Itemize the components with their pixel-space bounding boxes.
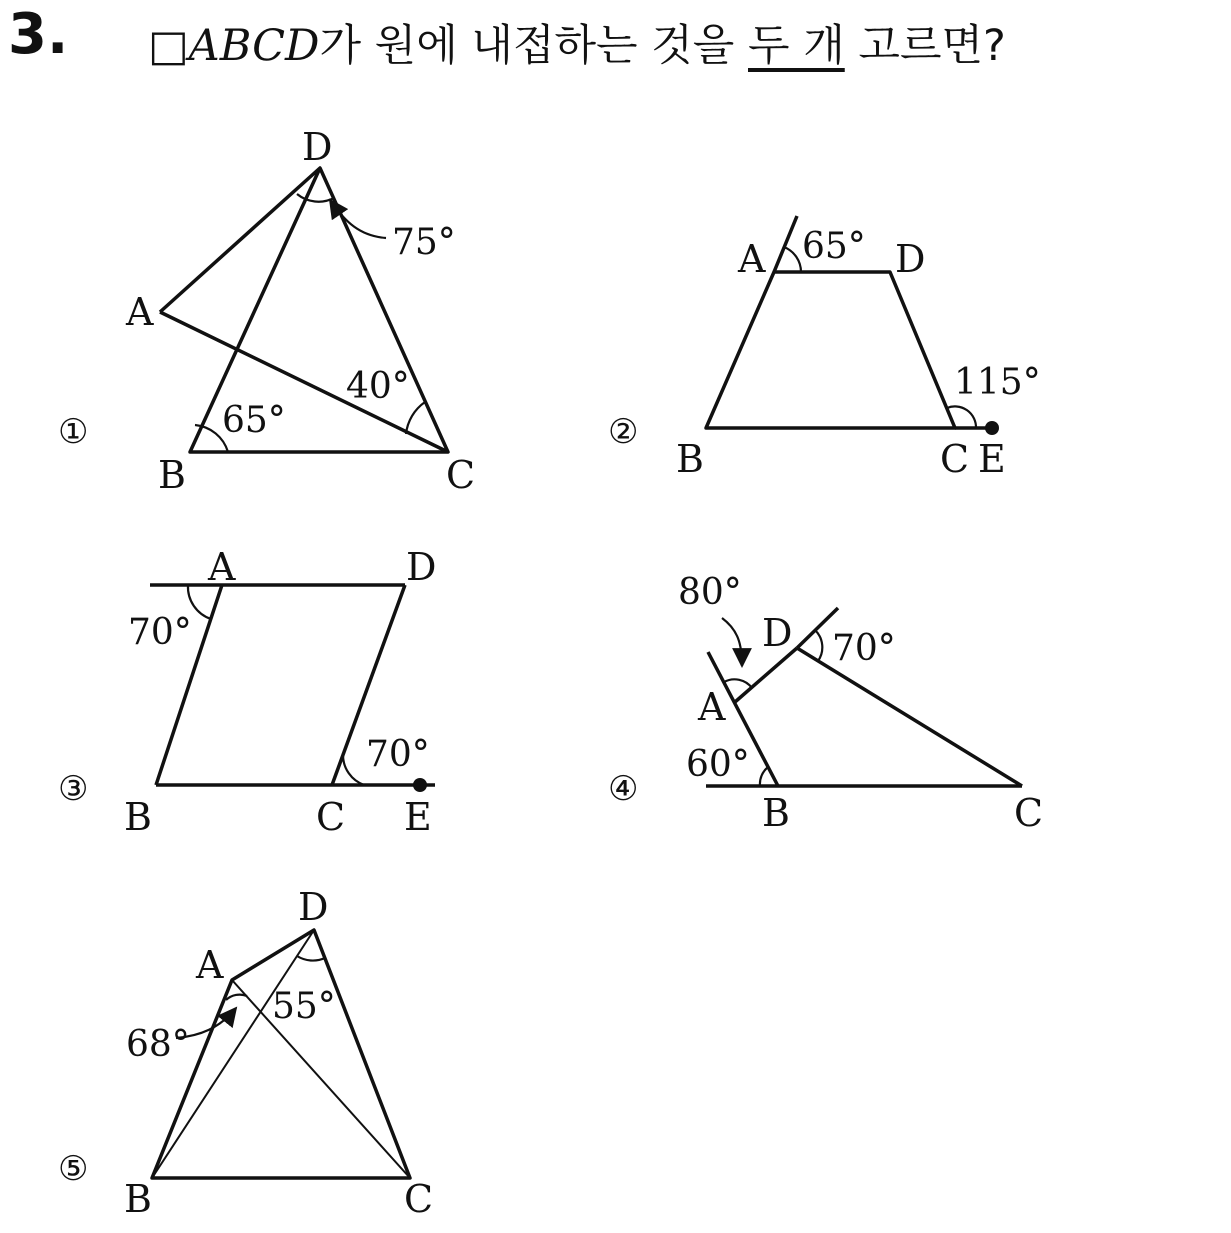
option-3-marker: ③ [58, 769, 89, 809]
option-4-figure[interactable] [608, 572, 1043, 835]
option-3-point-e: E [404, 795, 432, 839]
option-4-point-a: A [698, 685, 726, 729]
option-5-diagonals [152, 930, 410, 1178]
option-5-marker: ⑤ [58, 1149, 89, 1189]
option-2-angle-arcs [784, 247, 976, 428]
option-4-point-c: C [1014, 791, 1044, 835]
option-4-marker: ④ [608, 769, 639, 809]
square-symbol: □ [148, 21, 189, 71]
option-5-angle-d: 55° [272, 986, 336, 1027]
option-3-angle-arcs [188, 585, 364, 785]
option-2-point-a: A [738, 237, 766, 281]
question-text-end: 고르면? [844, 21, 1006, 71]
option-2-figure[interactable] [608, 216, 1041, 481]
option-1-figure[interactable] [58, 125, 475, 497]
option-1-angle-d: 75° [392, 222, 456, 263]
option-5-figure[interactable] [58, 885, 433, 1221]
option-5-shape [152, 930, 410, 1178]
question-emphasis: 두 개 [748, 21, 845, 71]
option-2-point-d: D [895, 237, 926, 281]
option-5-point-c: C [404, 1177, 434, 1221]
option-2-point-e-dot [985, 421, 999, 435]
option-4-angle-b-exterior: 60° [686, 744, 750, 785]
option-2-marker: ② [608, 412, 639, 452]
option-2-point-e: E [978, 437, 1006, 481]
option-3-point-b: B [124, 795, 152, 839]
option-1-point-c: C [446, 453, 476, 497]
option-1-marker: ① [58, 412, 89, 452]
option-4-angle-d-exterior: 70° [832, 628, 896, 669]
quadrilateral-name: ABCD [188, 21, 320, 71]
option-1-angle-b: 65° [222, 400, 286, 441]
option-3-point-a: A [208, 545, 236, 589]
option-3-point-c: C [316, 795, 346, 839]
option-1-point-b: B [158, 453, 186, 497]
option-5-point-d: D [298, 885, 329, 929]
option-1-shape [160, 168, 448, 452]
option-1-angle-c: 40° [346, 366, 410, 407]
option-4-angle-a-exterior: 80° [678, 572, 742, 613]
option-5-angle-a: 68° [126, 1024, 190, 1065]
option-3-angle-a: 70° [128, 612, 192, 653]
option-2-point-c: C [940, 437, 970, 481]
option-2-angle-c: 115° [954, 362, 1041, 403]
option-3-point-d: D [406, 545, 437, 589]
option-1-point-a: A [126, 290, 154, 334]
option-2-point-b: B [676, 437, 704, 481]
option-1-point-d: D [302, 125, 333, 169]
option-4-point-d: D [762, 611, 793, 655]
option-3-figure[interactable] [58, 545, 436, 839]
question-number: 3. [8, 2, 69, 67]
option-2-angle-a: 65° [802, 226, 866, 267]
option-5-point-b: B [124, 1177, 152, 1221]
option-4-point-b: B [762, 791, 790, 835]
option-5-point-a: A [196, 943, 224, 987]
option-3-point-e-dot [413, 778, 427, 792]
option-3-angle-c: 70° [366, 734, 430, 775]
question-text-main: 가 원에 내접하는 것을 [319, 21, 748, 71]
